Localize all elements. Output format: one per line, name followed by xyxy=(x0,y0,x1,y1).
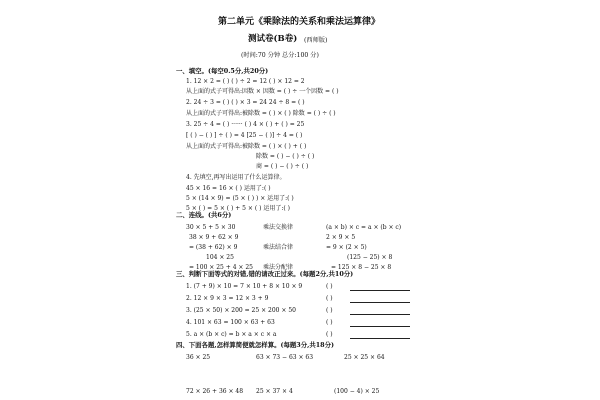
fill-line-4: 从上面的式子可得出:被除数 = ( ) × ( ) 除数 = ( ) ÷ ( ) xyxy=(186,110,336,117)
judge-answer-line-4 xyxy=(350,326,410,327)
page-title: 第二单元《乘除法的关系和乘法运算律》 xyxy=(218,17,381,27)
page-subtitle: 测试卷(B卷) xyxy=(248,34,298,44)
fill-line-12: 5 × (14 × 9) = (5 × ( ) ) × 运用了:( ) xyxy=(186,195,294,202)
judge-answer-line-1 xyxy=(350,290,410,291)
judge-item-3: 3. (25 × 50) × 200 = 25 × 200 × 50 xyxy=(186,307,296,314)
fill-line-13: 5 × ( ) = 5 × ( ) + 5 × ( ) 运用了:( ) xyxy=(186,205,290,212)
fill-line-1: 1. 12 × 2 = ( ) ( ) ÷ 2 = 12 ( ) × 12 = 2 xyxy=(186,78,305,85)
match-law-associative: 乘法结合律 xyxy=(263,244,294,251)
judge-answer-line-5 xyxy=(350,338,410,339)
match-right-4: (125 − 25) × 8 xyxy=(347,254,393,261)
fill-line-7: 从上面的式子可得出:被除数 = ( ) × ( ) + ( ) xyxy=(186,143,307,150)
match-right-5: = 125 × 8 − 25 × 8 xyxy=(331,264,392,271)
section-fill-heading: 一、填空。(每空0.5分,共20分) xyxy=(176,67,269,75)
match-law-distributive: 乘法分配律 xyxy=(263,264,294,271)
fill-line-9: 商 = ( ) − ( ) ÷ ( ) xyxy=(256,163,309,170)
judge-answer-line-2 xyxy=(350,302,410,303)
fill-line-5: 3. 25 ÷ 4 = ( ) ······ ( ) 4 × ( ) + ( ) = 25 xyxy=(186,121,305,128)
judge-item-1: 1. (7 + 9) × 10 = 7 × 10 + 8 × 10 × 9 xyxy=(186,283,303,290)
judge-answer-line-3 xyxy=(350,314,410,315)
calc-problem-2: 63 × 73 − 63 × 63 xyxy=(256,354,314,361)
calc-problem-1: 36 × 25 xyxy=(186,354,211,361)
judge-paren-3: ( ) xyxy=(326,307,333,314)
judge-paren-2: ( ) xyxy=(326,295,333,302)
match-left-5: = 100 × 25 + 4 × 25 xyxy=(189,264,253,271)
match-left-1: 30 × 5 + 5 × 30 xyxy=(186,224,236,231)
calc-problem-4: 72 × 26 + 36 × 48 xyxy=(186,388,244,395)
fill-line-2: 从上面的式子可得出:因数 × 因数 = ( ) ÷ 一个因数 = ( ) xyxy=(186,88,339,95)
calc-problem-5: 25 × 37 × 4 xyxy=(256,388,293,395)
time-score-info: (时间:70 分钟 总分:100 分) xyxy=(241,52,319,59)
match-law-commutative: 乘法交换律 xyxy=(263,224,294,231)
section-matching-heading: 二、连线。(共6分) xyxy=(176,211,232,219)
judge-item-4: 4. 101 × 63 = 100 × 63 + 63 xyxy=(186,319,275,326)
match-left-2: 38 × 9 + 62 × 9 xyxy=(189,234,239,241)
judge-paren-1: ( ) xyxy=(326,283,333,290)
judge-paren-5: ( ) xyxy=(326,331,333,338)
fill-line-8: 除数 = ( ) − ( ) ÷ ( ) xyxy=(256,153,315,160)
judge-item-2: 2. 12 × 9 × 3 = 12 × 3 + 9 xyxy=(186,295,269,302)
section-calc-heading: 四、下面各题,怎样算简便就怎样算。(每题3分,共18分) xyxy=(176,341,335,349)
match-right-2: 2 × 9 × 5 xyxy=(326,234,356,241)
judge-paren-4: ( ) xyxy=(326,319,333,326)
match-right-1: (a × b) × c = a × (b × c) xyxy=(326,224,402,231)
judge-item-5: 5. a × (b × c) = b × a × c × a xyxy=(186,331,277,338)
edition-note: (西师版) xyxy=(304,37,328,44)
fill-line-11: 45 × 16 = 16 × ( ) 运用了:( ) xyxy=(186,185,271,192)
fill-line-10: 4. 先填空,再写出运用了什么运算律。 xyxy=(186,174,286,181)
match-right-3: = 9 × (2 × 5) xyxy=(326,244,367,251)
section-judge-heading: 三、判断下面等式的对错,错的请改正过来。(每题2分,共10分) xyxy=(176,270,354,278)
match-left-3: = (38 + 62) × 9 xyxy=(189,244,238,251)
fill-line-6: [ ( ) − ( ) ] ÷ ( ) = 4 [25 − ( )] ÷ 4 = ( ) xyxy=(186,132,303,139)
calc-problem-6: (100 − 4) × 25 xyxy=(334,388,380,395)
fill-line-3: 2. 24 ÷ 3 = ( ) ( ) × 3 = 24 24 ÷ 8 = ( ) xyxy=(186,99,305,106)
calc-problem-3: 25 × 25 × 64 xyxy=(344,354,385,361)
match-left-4: 104 × 25 xyxy=(206,254,234,261)
